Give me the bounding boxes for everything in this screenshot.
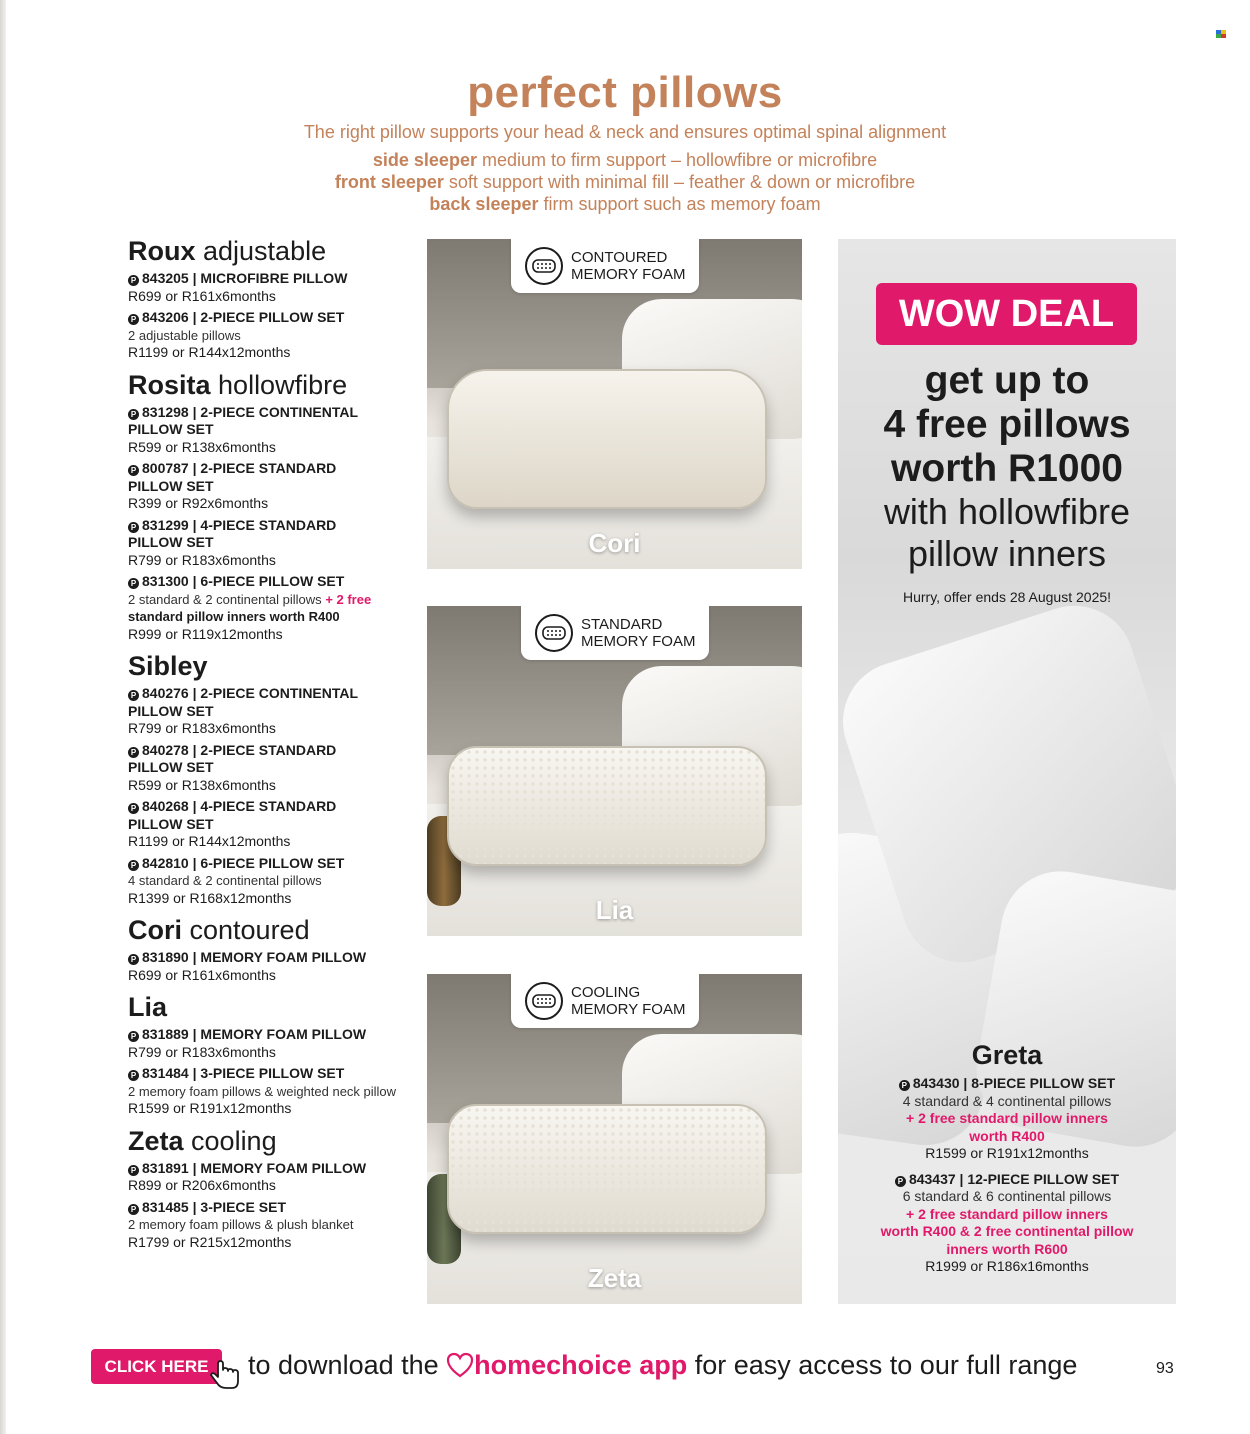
product-item[interactable]: P 831890 | MEMORY FOAM PILLOW R699 or R161x6months (128, 949, 418, 984)
product-code-icon: P (128, 578, 139, 589)
pointer-hand-icon (210, 1360, 244, 1390)
tip-back-sleeper: back sleeper firm support such as memory foam (429, 194, 821, 214)
wow-deal-badge: WOW DEAL (876, 283, 1137, 345)
item-title-cont: PILLOW SET (128, 534, 214, 550)
page-spine-shadow (0, 0, 6, 1434)
deal-line-2: 4 free pillows (883, 403, 1131, 446)
product-item[interactable]: P 831298 | 2-PIECE CONTINENTAL PILLOW SET R599 or R138x6months (128, 404, 418, 457)
homechoice-app-link[interactable]: homechoice app (474, 1350, 688, 1380)
price: R1199 or R144x12months (128, 344, 291, 360)
price: R699 or R161x6months (128, 287, 276, 304)
badge-line-1: CONTOURED (571, 249, 668, 266)
photo-label: Zeta (587, 1263, 642, 1293)
footer-text-pre: to download the (248, 1350, 447, 1380)
product-item[interactable]: P 831891 | MEMORY FOAM PILLOW R899 or R206x6months (128, 1160, 418, 1195)
photo-lia (427, 606, 802, 936)
item-description: 6 standard & 6 continental pillows (902, 1188, 1112, 1204)
photo-label: Lia (595, 895, 634, 925)
tip-side-sleeper: side sleeper medium to firm support – hollowfibre or microfibre (372, 150, 878, 170)
foam-block-icon (525, 247, 563, 285)
price: R1199 or R144x12months (128, 833, 291, 849)
product-item[interactable]: P 840278 | 2-PIECE STANDARD PILLOW SET R599 or R138x6months (128, 742, 418, 795)
product-code-icon: P (128, 1070, 139, 1081)
product-name-cori: Cori contoured (128, 915, 310, 945)
heart-icon (446, 1352, 474, 1378)
product-code-icon: P (128, 1165, 139, 1176)
product-item[interactable]: P 843206 | 2-PIECE PILLOW SET 2 adjustable pillows R1199 or R144x12months (128, 309, 418, 362)
product-code-icon: P (128, 409, 139, 420)
foam-block-icon (535, 614, 573, 652)
product-item[interactable]: P 831485 | 3-PIECE SET 2 memory foam pillows & plush blanket R1799 or R215x12months (128, 1199, 418, 1252)
offer-ends-text: Hurry, offer ends 28 August 2025! (902, 589, 1112, 605)
item-title-cont: PILLOW SET (128, 421, 214, 437)
price: R899 or R206x6months (128, 1177, 276, 1193)
price: R1599 or R191x12months (128, 1100, 292, 1116)
free-offer-line: + 2 free standard pillow inners (906, 1205, 1108, 1222)
product-item[interactable]: P 843205 | MICROFIBRE PILLOW R699 or R161x6months (128, 270, 418, 305)
photo-label: Cori (588, 528, 641, 558)
free-offer-line: worth R400 & 2 free continental pillow (880, 1223, 1134, 1239)
foam-block-icon (525, 982, 563, 1020)
price: R599 or R138x6months (128, 776, 276, 793)
product-name-sibley: Sibley (128, 651, 208, 681)
free-offer-line: + 2 free standard pillow inners (906, 1110, 1108, 1126)
badge-line-2: MEMORY FOAM (571, 1001, 686, 1018)
product-code-icon: P (899, 1080, 910, 1091)
click-here-button[interactable]: CLICK HERE (91, 1349, 222, 1384)
page-number: 93 (1156, 1360, 1174, 1377)
product-code-icon: P (128, 954, 139, 965)
product-item[interactable]: P 843430 | 8-PIECE PILLOW SET 4 standard & 4 continental pillows + 2 free standard pillow inners worth R400 R1599 or R191x12months (838, 1075, 1176, 1163)
item-description-2: standard pillow inners worth R400 (128, 609, 340, 624)
product-code-icon: P (895, 1176, 906, 1187)
page-subtitle: The right pillow supports your head & neck and ensures optimal spinal alignment (303, 122, 947, 142)
deal-line-3: worth R1000 (891, 447, 1123, 490)
price: R699 or R161x6months (128, 966, 276, 983)
badge-line-2: MEMORY FOAM (571, 266, 686, 283)
item-description: 4 standard & 2 continental pillows (128, 873, 322, 888)
badge-line-2: MEMORY FOAM (581, 633, 696, 650)
product-code-icon: P (128, 747, 139, 758)
item-description: 2 adjustable pillows (128, 327, 241, 343)
badge-lia (521, 606, 709, 660)
product-item[interactable]: P 840276 | 2-PIECE CONTINENTAL PILLOW SET R799 or R183x6months (128, 685, 418, 738)
product-code-icon: P (128, 860, 139, 871)
page-header (0, 68, 1250, 215)
item-title-cont: PILLOW SET (128, 759, 214, 775)
item-description: 2 standard & 2 continental pillows + 2 free (128, 591, 372, 607)
price: R1399 or R168x12months (128, 889, 292, 906)
product-item[interactable]: P 840268 | 4-PIECE STANDARD PILLOW SET R1199 or R144x12months (128, 798, 418, 851)
item-description: 2 memory foam pillows & plush blanket (128, 1217, 354, 1232)
product-item[interactable]: P 843437 | 12-PIECE PILLOW SET 6 standard & 6 continental pillows + 2 free standard pillow inners worth R400 & 2 free continental pillow inners worth R600 R1999 or R186x16months (838, 1171, 1176, 1276)
product-code-icon: P (128, 690, 139, 701)
sleeper-tips (0, 149, 1250, 215)
price: R1799 or R215x12months (128, 1233, 292, 1250)
deal-line-1: get up to (924, 359, 1090, 402)
product-code-icon: P (128, 803, 139, 814)
product-name-lia: Lia (128, 992, 168, 1022)
item-title-cont: PILLOW SET (128, 702, 214, 719)
product-list (128, 232, 418, 1251)
badge-cori (511, 239, 699, 293)
badge-line-1: COOLING (571, 984, 641, 1001)
price: R399 or R92x6months (128, 495, 269, 511)
footer (0, 1346, 1250, 1396)
product-code-icon: P (128, 522, 139, 533)
greta-block (838, 1040, 1176, 1276)
product-item[interactable]: P 800787 | 2-PIECE STANDARD PILLOW SET R399 or R92x6months (128, 460, 418, 513)
price: R1999 or R186x16months (925, 1258, 1089, 1274)
badge-zeta (511, 974, 699, 1028)
photo-pillow (447, 746, 767, 866)
photo-zeta (427, 974, 802, 1304)
product-code-icon: P (128, 314, 139, 325)
item-title-cont: PILLOW SET (128, 815, 214, 832)
product-item[interactable]: P 831484 | 3-PIECE PILLOW SET 2 memory foam pillows & weighted neck pillow R1599 or R191x12months (128, 1065, 418, 1118)
price: R799 or R183x6months (128, 720, 276, 736)
product-code-icon: P (128, 465, 139, 476)
item-description: 4 standard & 4 continental pillows (902, 1092, 1112, 1109)
deal-line-5: pillow inners (907, 533, 1107, 574)
item-title-cont: PILLOW SET (128, 477, 214, 494)
product-name-roux: Roux adjustable (128, 236, 327, 266)
price: R999 or R119x12months (128, 625, 283, 642)
download-app-text (248, 1350, 1077, 1381)
deal-text (838, 359, 1176, 605)
item-description: 2 memory foam pillows & weighted neck pillow (128, 1083, 397, 1099)
product-code-icon: P (128, 1031, 139, 1042)
product-name-greta: Greta (971, 1040, 1043, 1070)
product-item[interactable]: P 831300 | 6-PIECE PILLOW SET 2 standard & 2 continental pillows + 2 free standard pillow inners worth R400 R999 or R119x12months (128, 573, 418, 643)
page-title: perfect pillows (467, 68, 783, 117)
price: R599 or R138x6months (128, 438, 276, 455)
tip-front-sleeper: front sleeper soft support with minimal fill – feather & down or microfibre (334, 172, 916, 192)
product-code-icon: P (128, 275, 139, 286)
price: R1599 or R191x12months (925, 1145, 1089, 1161)
deal-line-4: with hollowfibre (883, 491, 1131, 532)
product-code-icon: P (128, 1204, 139, 1215)
free-offer-line: inners worth R600 (946, 1240, 1068, 1257)
product-name-rosita: Rosita hollowfibre (128, 369, 348, 400)
photo-cori (427, 239, 802, 569)
price: R799 or R183x6months (128, 551, 276, 568)
product-name-zeta: Zeta cooling (128, 1125, 277, 1156)
product-item[interactable]: P 842810 | 6-PIECE PILLOW SET 4 standard & 2 continental pillows R1399 or R168x12months (128, 855, 418, 908)
price: R799 or R183x6months (128, 1043, 276, 1060)
photo-pillow (447, 1104, 767, 1234)
product-item[interactable]: P 831889 | MEMORY FOAM PILLOW R799 or R183x6months (128, 1026, 418, 1061)
free-offer-line: worth R400 (969, 1127, 1045, 1144)
badge-line-1: STANDARD (581, 616, 663, 633)
color-mark-icon (1216, 30, 1226, 38)
photo-pillow (447, 369, 767, 509)
footer-text-post: for easy access to our full range (687, 1350, 1078, 1380)
product-item[interactable]: P 831299 | 4-PIECE STANDARD PILLOW SET R799 or R183x6months (128, 517, 418, 570)
